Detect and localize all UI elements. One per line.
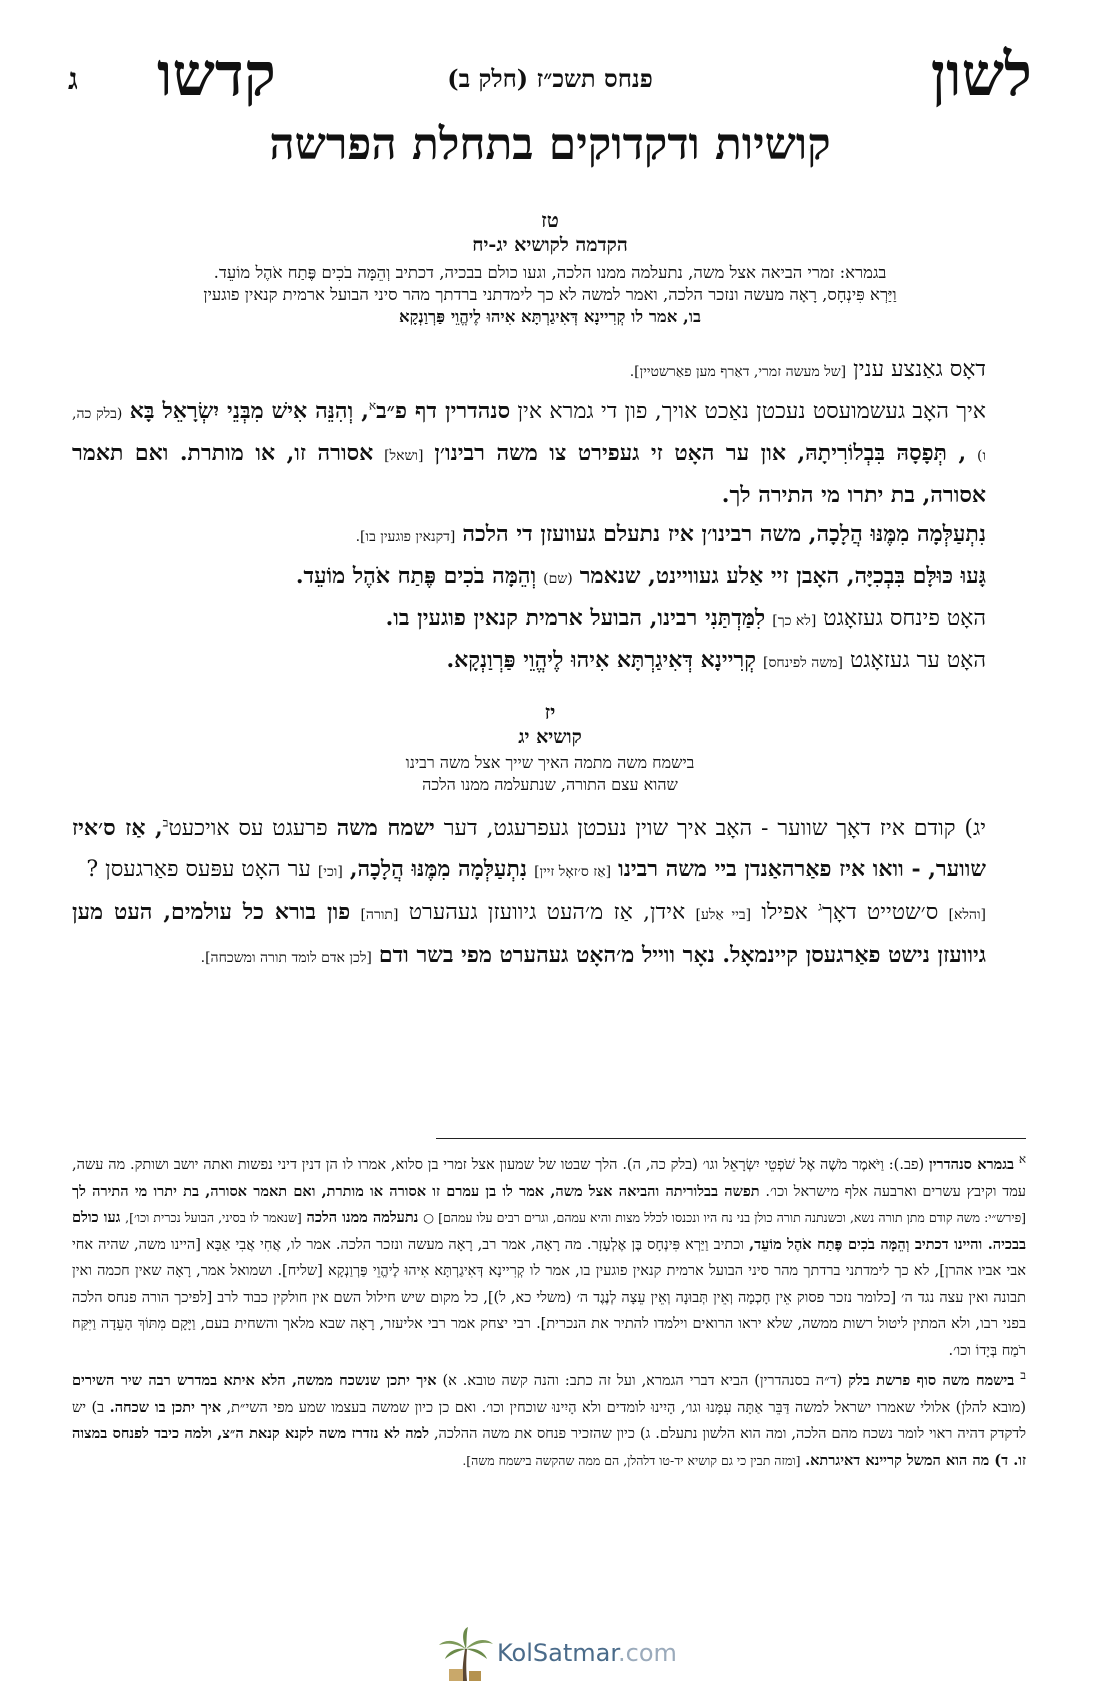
text: , אַז ס׳איז שווער, - וואו איז פאַרהאַנדן ביי משה רבינו	[72, 815, 986, 882]
text: ישמח משה	[336, 815, 435, 841]
text: בישמח משה סוף פרשת בלק	[848, 1372, 1015, 1389]
text: (שם)	[543, 571, 573, 587]
text: תפשה בבלוריתה והביאה אצל משה, אמר לו בן עמרם זו אסורה או מותרת, ואם תאמר אסורה, בת יתרו מי התירה לך	[72, 1182, 760, 1200]
intro-line: בו, אמר לו קְרִיינָא דְּאִיגַרְתָּא אִיהוּ לֶיהֱוֵי פַּרְוַנְקָא	[399, 307, 701, 326]
paragraph	[72, 392, 1026, 515]
text: גָּעוּ כּוּלָּם בִּבְכִיָּה, האָבן זיי אַלע געוויינט, שנאמר	[579, 563, 986, 589]
footnote-ref[interactable]: ב	[162, 815, 169, 830]
text: דאָס גאַנצע ענין	[853, 357, 986, 382]
paragraph	[72, 599, 1026, 641]
text: קְרִיינָא דְּאִיגַרְתָּא אִיהוּ לֶיהֱוֵי פַּרְוַנְקָא.	[446, 647, 756, 673]
text: (פב.): וַיֹּאמֶר מֹשֶׁה אֶל שֹׁפְטֵי יִשְׂרָאֵל וגו׳ (בלק כה, ה). הלך שבטו של שמעון אצל זמרי בן סלוא, אמרו לו הן דנין דיני נפשות ואתה יושב ושותק. מה עשה, עמד וקיבץ עשרים וארבעה אלף מישראל וכו׳.	[72, 1157, 1026, 1200]
brand-text	[497, 1639, 677, 1667]
desc-line: שהוא עצם התורה, שנתעלמה ממנו הלכה	[422, 775, 678, 794]
brand-domain: .com	[618, 1639, 677, 1667]
text: [וכי]	[317, 864, 343, 880]
intro-line: בגמרא: זמרי הביאה אצל משה, נתעלמה ממנו הלכה, וגעו כולם בבכיה, דכתיב וְהֵמָּה בֹכִים פֶּתַח אֹהֶל מוֹעֵד.	[213, 263, 887, 282]
paragraph	[72, 350, 1026, 392]
section-subtitle: הקדמה לקושיא יג-יח	[472, 234, 628, 256]
footnote-mark: א	[1018, 1152, 1027, 1167]
header-left-title: קדשו	[157, 40, 276, 110]
paragraph	[72, 892, 1026, 978]
text: איך יתכן שנשכח ממשה, הלא איתא במדרש רבה שיר השירים	[72, 1372, 437, 1389]
footnote-divider	[436, 1138, 1026, 1139]
text: אפילו	[761, 900, 808, 925]
page-number: ג	[68, 62, 78, 97]
text: , וְהִנֵּה אִישׁ מִבְּנֵי יִשְׂרָאֵל בָּא	[129, 398, 369, 424]
page-header	[62, 40, 1038, 110]
palm-tree-icon	[435, 1625, 495, 1685]
section-subtitle: קושיא יג	[518, 726, 582, 748]
text: וכתיב וַיַּרְא פִּינְחָס בֶּן אֶלְעָזָר. מה רָאָה, אמר רב, רָאָה מעשה ונזכר הלכה. אמר לו, אֲחִי אֲבִי אַבָּא [היינו משה, שהיה אחי אבי אביו אהרן], לא כך לימדתני ברדתך מהר סיני הבועל ארמית קנאין פוגעין בו, אמר לו קְרִיינָא דְּאִיגַרְתָּא אִיהוּ לֶיהֱוֵי פַּרְוַנְקָא [שליח]. ושמואל אמר, רָאָה שאין חכמה ואין תבונה ואין עצה נגד ה׳ [כלומר נזכר פסוק אֵין חָכְמָה וְאֵין תְּבוּנָה וְאֵין עֵצָה לְנֶגֶד ה׳ (משלי כא, ל)], כל מקום שיש חילול השם אין חולקין כבוד לרב [לפיכך הורה פנחס הלכה בפני רבו, ולא המתין ליטול רשות ממשה, שלא יראו הרואים וילמדו להתיר את הנכרית]. רבי יצחק אמר רבי אליעזר, רָאָה שבא מלאך והשחית בעם, וַיָּקָם מִתּוֹךְ הָעֵדָה וַיִּקַּח רֹמַח בְּיָדוֹ וכו׳.	[72, 1236, 1026, 1359]
text: [והלא]	[948, 907, 987, 923]
text: [אַז ס׳זאָל זיין]	[534, 864, 612, 880]
paragraph	[72, 557, 1026, 599]
brand-main: KolSatmar	[497, 1639, 618, 1667]
text: ב) יש לדקדק דהיה ראוי לומר נשכח מהם הלכה, ומה הוא הלשון נתעלם. ג) כיון שהזכיר פנחס את משה ההלכה,	[72, 1399, 1026, 1442]
text: לִמַּדְתַּנִי רבינו, הבועל ארמית קנאין פוגעין בו.	[385, 605, 766, 631]
text: (ד״ה בסנהדרין) הביא דברי הגמרא, ועל זה כתב: והנה קשה טובא. א)	[442, 1373, 843, 1389]
header-right-title: לשון	[930, 40, 1032, 110]
text: , תְּפָסָהּ בִּבְלוֹרִיתָהּ, און ער האָט זי געפירט צו משה רבינו׳ן	[434, 440, 967, 466]
text: וְהֵמָּה בֹכִים פֶּתַח אֹהֶל מוֹעֵד.	[295, 563, 537, 589]
text: איך האָב געשמועסט נעכטן נאַכט אויך, פון די גמרא אין	[517, 399, 987, 424]
footnote	[72, 1368, 1026, 1474]
text: פון בורא כל עולמים, העט מען גיוועזן נישט פאַרגעסן קיינמאָל. נאָר ווייל מ׳האָט געהערט מפי בשר ודם	[72, 899, 986, 968]
paragraph	[72, 515, 1026, 557]
text: [ביי אַלע]	[695, 907, 752, 923]
kolsatmar-logo[interactable]	[435, 1625, 685, 1685]
text: איך יתכן בו שכחה.	[109, 1398, 222, 1416]
footnote	[72, 1152, 1026, 1364]
text: נִתְעַלְּמָה מִמֶּנּוּ הֲלָכָה,	[349, 856, 528, 882]
text: (בלק כה, ו)	[72, 406, 987, 464]
section-intro	[100, 262, 1000, 328]
text: [של מעשה זמרי, דאַרף מען פאַרשטיין].	[629, 364, 847, 380]
text: האָט פינחס געזאָגט	[823, 606, 986, 631]
text: האָט ער געזאָגט	[850, 648, 986, 673]
footnote-mark: ב	[1020, 1368, 1027, 1383]
desc-line: בישמח משה מתמה האיך שייך אצל משה רבינו	[405, 753, 695, 772]
text: פרעגט עס אויכעט	[168, 816, 328, 841]
text: [לא כך]	[772, 613, 817, 629]
text: [ושאל]	[384, 448, 424, 464]
intro-line: וַיַּרְא פִּינְחָס, רָאָה מעשה ונזכר הלכה, ואמר למשה לא כך לימדתני ברדתך מהר סיני הבועל ארמית קנאין פוגעין	[203, 285, 897, 304]
text: אידן, אַז מ׳העט גיוועזן געהערט	[408, 900, 686, 925]
text: [שנאמר לו בסיני, הבועל נכרית וכו׳],	[125, 1210, 302, 1225]
text: ער האָט עפּעס פאַרגעסן ?	[86, 857, 311, 882]
text: [לכן אדם לומד תורה ומשכחה].	[200, 950, 372, 966]
footnotes	[72, 1152, 1026, 1474]
section-number: טז	[541, 208, 559, 232]
text: אסורה זו, או מותרת. ואם תאמר אסורה, בת יתרו מי התירה לך.	[72, 440, 986, 508]
text: [תורה]	[360, 907, 399, 923]
main-title: קושיות ודקדוקים בתחלת הפרשה	[269, 119, 831, 170]
text: [משה לפינחס]	[763, 655, 843, 671]
text: נתעלמה ממנו הלכה	[306, 1209, 419, 1226]
text: סנהדרין דף פ״ב	[376, 398, 511, 424]
text: נִתְעַלְּמָה מִמֶּנּוּ הֲלָכָה, משה רבינו׳ן איז נתעלם געוועזן די הלכה	[462, 521, 986, 547]
text: ס׳שטייט דאָך	[822, 900, 939, 925]
header-center-text: פנחס תשכ״ז (חלק ב)	[447, 64, 653, 93]
text: געו כולם בבכיה. והיינו דכתיב וְהֵמָּה בֹכִים פֶּתַח אֹהֶל מוֹעֵד,	[72, 1209, 1026, 1253]
text: [פירש״י: משה קודם מתן תורה נשא, וכשנתנה תורה כולן בני נח היו ונכנסו לכלל מצות והיא עמהם, וגרים רבים עלו עמהם] ○	[423, 1210, 1027, 1225]
text: יג) קודם איז דאָך שווער - האָב איך שוין נעכטן געפרעגט, דער	[443, 816, 987, 841]
paragraph	[72, 641, 1026, 683]
body-text-2	[72, 808, 1026, 978]
section-desc	[80, 752, 1020, 796]
text: (מובא להלן) אלולי שאמרו ישראל למשה דַּבֵּר אַתָּה עִמָּנוּ וגו׳, הָיִינוּ לומדים ולא הָיִינוּ שוכחין וכו׳. ואם כן כיון שמשה בעצמו שמע מפי השי״ת,	[226, 1399, 1027, 1416]
text: [דקנאין פוגעין בו].	[355, 529, 456, 545]
section-number: יז	[544, 700, 556, 724]
footnote-ref[interactable]: ג	[818, 899, 823, 914]
paragraph	[72, 808, 1026, 892]
text: [ומזה תבין כי גם קושיא יד-טו דלהלן, הם ממה שהקשה בישמח משה].	[462, 1452, 801, 1468]
text: בגמרא סנהדרין	[929, 1156, 1014, 1173]
footnote-ref[interactable]: א	[368, 398, 377, 413]
text: למה לא נזדרז משה לקנא קנאת ה״צ, ולמה כיבד לפנחס במצוה זו. ד) מה הוא המשל קריינא דאיגרתא.	[72, 1425, 1026, 1469]
body-text-1	[72, 350, 1026, 683]
